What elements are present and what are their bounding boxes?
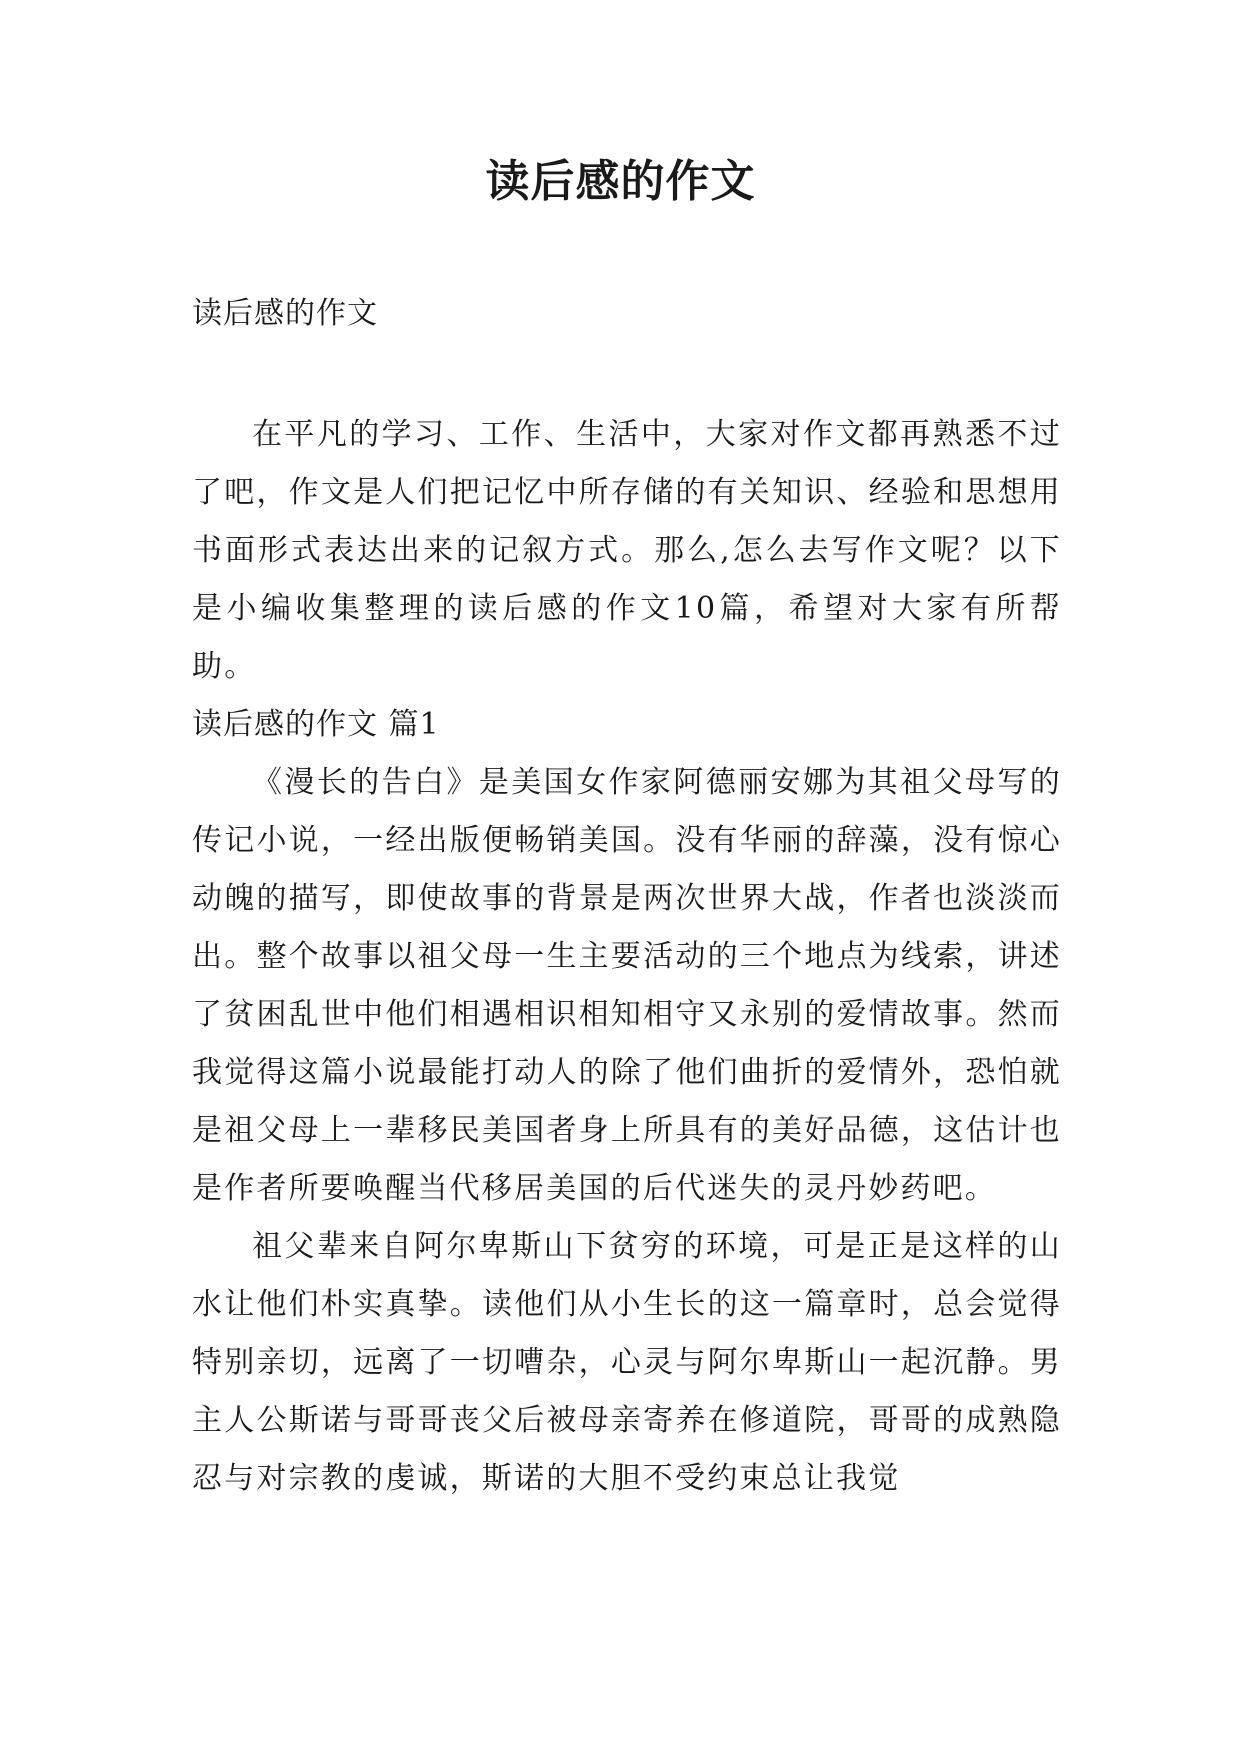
section1-paragraph-1: 《漫长的告白》是美国女作家阿德丽安娜为其祖父母写的传记小说，一经出版便畅销美国。没有华丽的辞藻，没有惊心动魄的描写，即使故事的背景是两次世界大战，作者也淡淡而出。整个故事以祖父母一生主要活动的三个地点为线索，讲述了贫困乱世中他们相遇相识相知相守又永别的爱情故事。然而我觉得这篇小说最能打动人的除了他们曲折的爱情外，恐怕就是祖父母上一辈移民美国者身上所具有的美好品德，这估计也是作者所要唤醒当代移居美国的后代迷失的灵丹妙药吧。 xyxy=(192,765,1062,1206)
document-body xyxy=(192,406,1062,1508)
intro-paragraph: 在平凡的学习、工作、生活中，大家对作文都再熟悉不过了吧，作文是人们把记忆中所存储的有关知识、经验和思想用书面形式表达出来的记叙方式。那么,怎么去写作文呢？以下是小编收集整理的读后感的作文10篇，希望对大家有所帮助。 xyxy=(192,417,1062,684)
document-subtitle: 读后感的作文 xyxy=(192,296,378,331)
section1-paragraph-2: 祖父辈来自阿尔卑斯山下贫穷的环境，可是正是这样的山水让他们朴实真挚。读他们从小生长的这一篇章时，总会觉得特别亲切，远离了一切嘈杂，心灵与阿尔卑斯山一起沉静。男主人公斯诺与哥哥丧父后被母亲寄养在修道院，哥哥的成熟隐忍与对宗教的虔诚，斯诺的大胆不受约束总让我觉 xyxy=(192,1229,1062,1496)
section-heading-1: 读后感的作文 篇1 xyxy=(192,707,440,742)
document-title: 读后感的作文 xyxy=(485,156,756,207)
